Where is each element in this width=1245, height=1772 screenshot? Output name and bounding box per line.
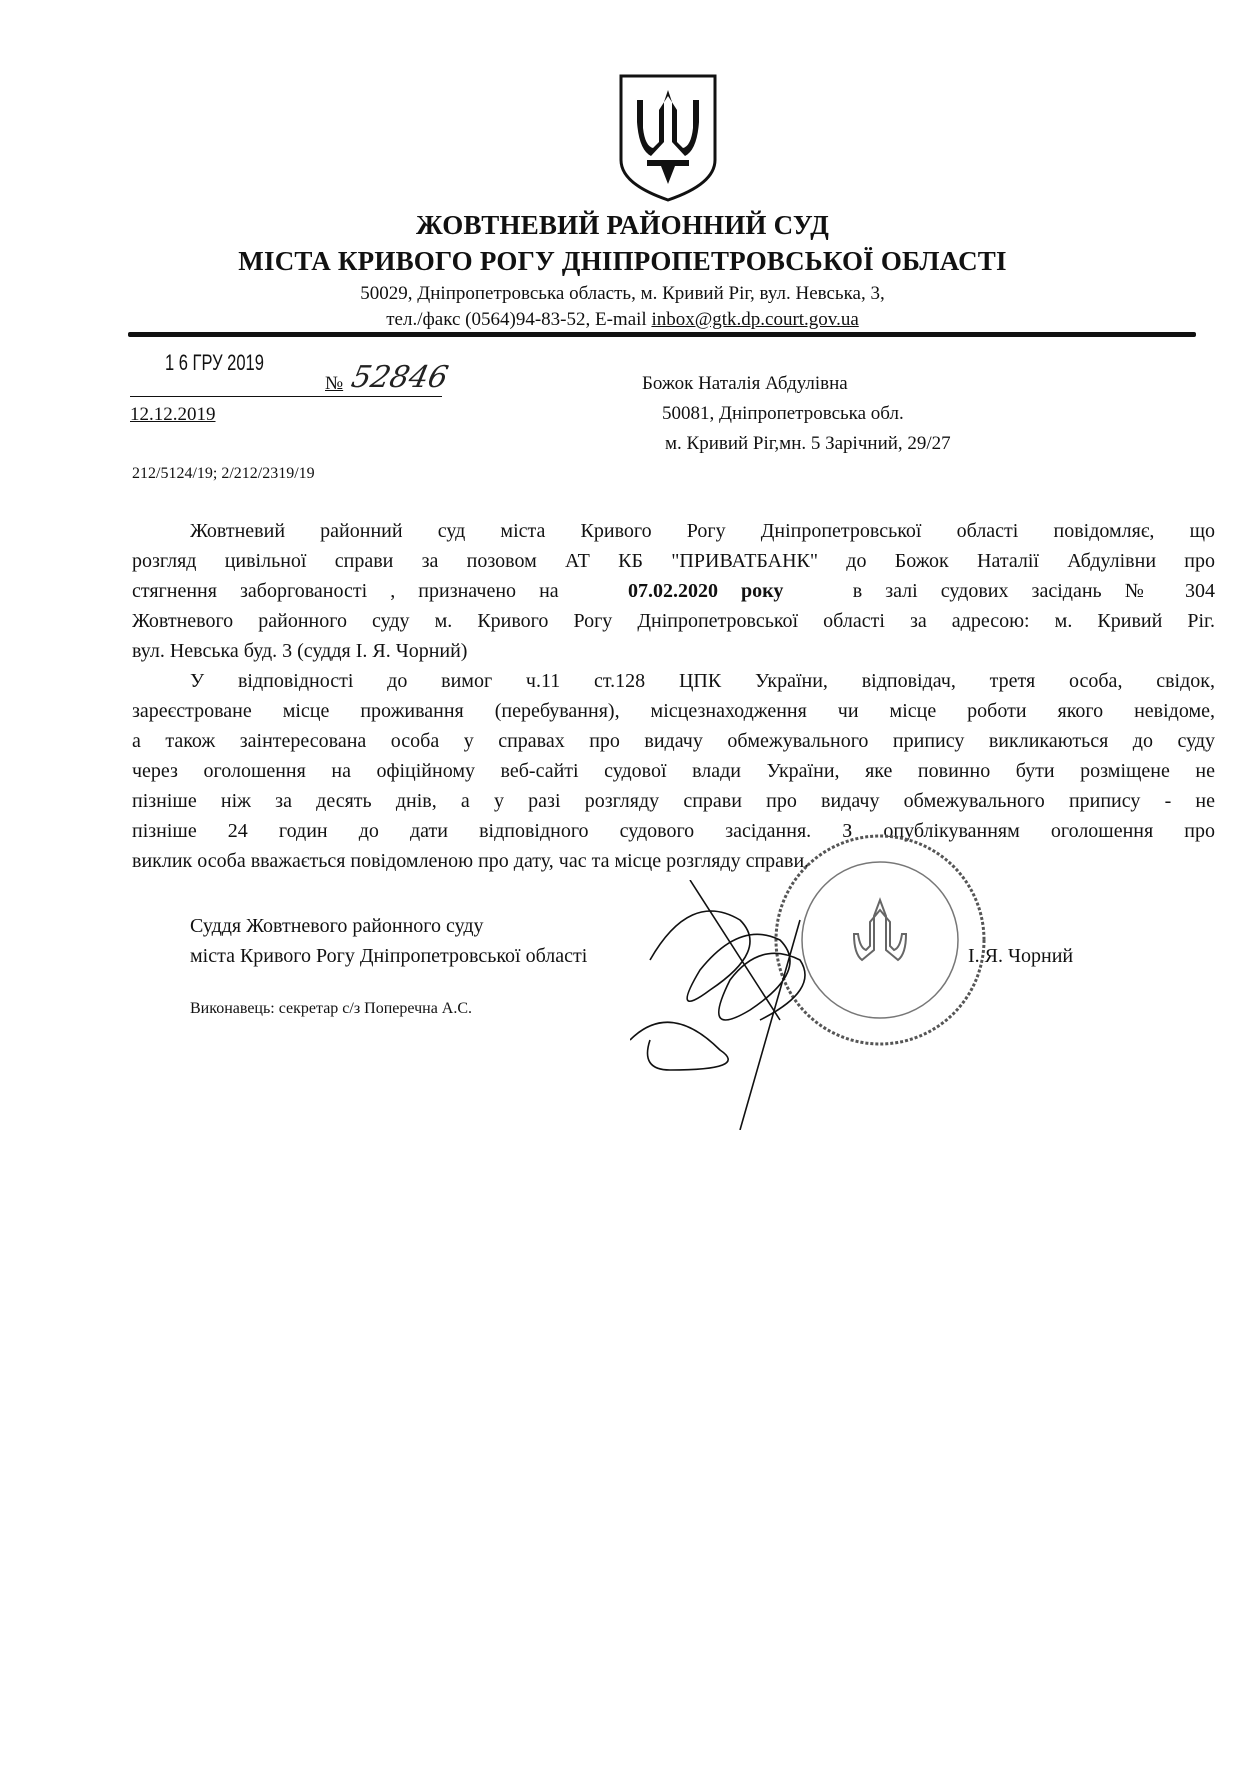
handwritten-signature bbox=[630, 880, 890, 1130]
court-address: 50029, Дніпропетровська область, м. Кривий Ріг, вул. Невська, 3, bbox=[360, 283, 885, 304]
body-p2-line6: пізніше 24 годин до дати відповідного судового засідання. З опублікуванням оголошення про bbox=[132, 820, 1215, 842]
court-contacts bbox=[0, 309, 1245, 331]
court-name-line2: МІСТА КРИВОГО РОГУ ДНІПРОПЕТРОВСЬКОЇ ОБЛАСТІ bbox=[238, 246, 1007, 276]
phone-fax: тел./факс (0564)94-83-52, E-mail bbox=[386, 309, 652, 330]
body-p2-line5: пізніше ніж за десять днів, а у разі розгляду справи про видачу обмежувального припису - не bbox=[132, 790, 1215, 812]
hearing-date: 07.02.2020 року bbox=[627, 580, 784, 602]
registration-underline bbox=[130, 396, 442, 397]
executor-note: Виконавець: секретар с/з Поперечна А.С. bbox=[190, 1000, 473, 1017]
body-text: в залі судових засідань № 304 bbox=[852, 580, 1215, 602]
recipient-name: Божок Наталія Абдулівна bbox=[642, 373, 848, 394]
header-divider bbox=[128, 332, 1196, 337]
body-p1-line5: вул. Невська буд. 3 (суддя І. Я. Чорний) bbox=[132, 640, 468, 662]
case-numbers: 212/5124/19; 2/212/2319/19 bbox=[132, 465, 315, 482]
body-p2-line1: У відповідності до вимог ч.11 ст.128 ЦПК України, відповідач, третя особа, свідок, bbox=[190, 670, 1215, 692]
letter-date: 12.12.2019 bbox=[130, 404, 216, 425]
number-label: № bbox=[325, 373, 344, 394]
body-p1-line1: Жовтневий районний суд міста Кривого Рогу Дніпропетровської області повідомляє, що bbox=[190, 520, 1215, 542]
body-text: стягнення заборгованості , призначено на bbox=[132, 580, 559, 602]
incoming-stamp-date: 1 6 ГРУ 2019 bbox=[165, 350, 264, 375]
body-p1-line4: Жовтневого районного суду м. Кривого Рогу Дніпропетровської області за адресою: м. Кривий Ріг. bbox=[132, 610, 1215, 632]
recipient-address-line1: 50081, Дніпропетровська обл. bbox=[662, 403, 904, 424]
email-link[interactable]: inbox@gtk.dp.court.gov.ua bbox=[651, 309, 859, 330]
recipient-address-line2: м. Кривий Ріг,мн. 5 Зарічний, 29/27 bbox=[665, 433, 951, 454]
coat-of-arms-emblem bbox=[617, 72, 719, 204]
registration-number-handwritten: 52846 bbox=[348, 360, 452, 395]
body-p2-line3: а також заінтересована особа у справах про видачу обмежувального припису викликаються до суду bbox=[132, 730, 1215, 752]
signer-name: І. Я. Чорний bbox=[968, 945, 1074, 967]
signer-position-line2: міста Кривого Рогу Дніпропетровської області bbox=[190, 945, 588, 967]
body-p2-line2: зареєстроване місце проживання (перебування), місцезнаходження чи місце роботи якого невідоме, bbox=[132, 700, 1215, 722]
body-p2-line4: через оголошення на офіційному веб-сайті судової влади України, яке повинно бути розміщене не bbox=[132, 760, 1215, 782]
body-p1-line2: розгляд цивільної справи за позовом АТ КБ "ПРИВАТБАНК" до Божок Наталії Абдулівни про bbox=[132, 550, 1215, 572]
signer-position-line1: Суддя Жовтневого районного суду bbox=[190, 915, 484, 937]
body-p2-line7: виклик особа вважається повідомленою про дату, час та місце розгляду справи. bbox=[132, 850, 810, 872]
court-name-line1: ЖОВТНЕВИЙ РАЙОННИЙ СУД bbox=[416, 210, 829, 240]
body-p1-line3 bbox=[132, 580, 1215, 603]
